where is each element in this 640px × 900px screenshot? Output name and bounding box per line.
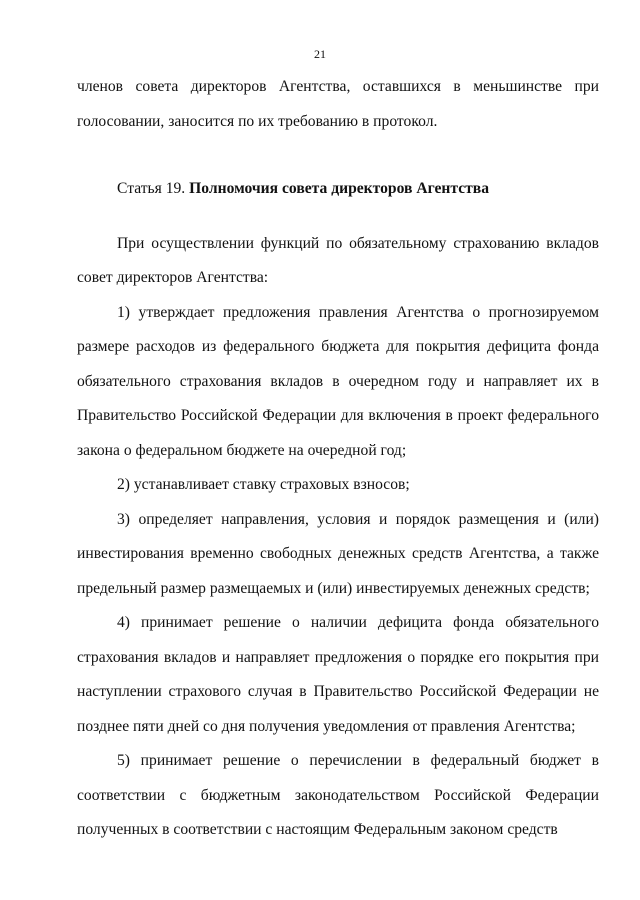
lead-paragraph: При осуществлении функций по обязательному страхованию вкладов совет директоров Агентства: <box>77 234 599 286</box>
list-item-1: 1) утверждает предложения правления Агентства о прогнозируемом размере расходов из федерального бюджета для покрытия дефицита фонда обязательного страхования вкладов в очередном году и направляет их в Правительство Российской Федерации для включения в проект федерального закона о федеральном бюджете на очередной год; <box>77 303 599 459</box>
list-item-3: 3) определяет направления, условия и порядок размещения и (или) инвестирования временно свободных денежных средств Агентства, а также предельный размер размещаемых и (или) инвестируемых денежных средств; <box>77 510 599 597</box>
document-body <box>77 70 599 848</box>
list-item-5: 5) принимает решение о перечислении в федеральный бюджет в соответствии с бюджетным законодательством Российской Федерации полученных в соответствии с настоящим Федеральным законом средств <box>77 752 599 838</box>
list-item-2: 2) устанавливает ставку страховых взносов; <box>117 476 410 493</box>
list-item-4: 4) принимает решение о наличии дефицита фонда обязательного страхования вкладов и направляет предложения о порядке его покрытия при наступлении страхового случая в Правительство Российской Федерации не позднее пяти дней со дня получения уведомления от правления Агентства; <box>77 614 599 735</box>
page-number: 21 <box>314 47 326 61</box>
article-label: Статья 19. <box>117 180 186 197</box>
intro-paragraph: членов совета директоров Агентства, оставшихся в меньшинстве при голосовании, заносится по их требованию в протокол. <box>77 78 599 130</box>
article-heading <box>77 172 599 207</box>
article-title: Полномочия совета директоров Агентства <box>189 180 490 197</box>
